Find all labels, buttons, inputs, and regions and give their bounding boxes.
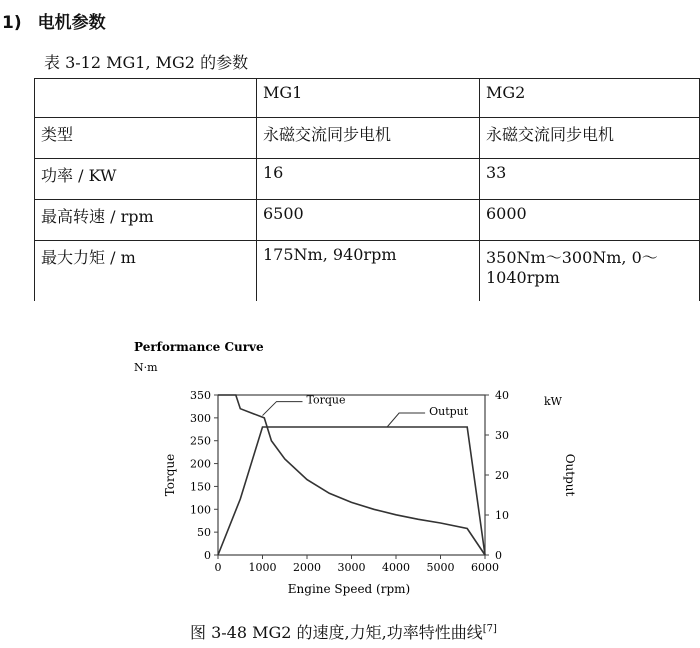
table-cell: 永磁交流同步电机	[480, 118, 700, 159]
series-line-output	[218, 427, 485, 555]
x-tick-label: 3000	[337, 561, 366, 574]
x-tick-label: 5000	[426, 561, 455, 574]
table-cell: 最大力矩 / m	[35, 241, 257, 302]
y-tick-label: 0	[204, 549, 211, 562]
series-line-torque	[218, 395, 485, 555]
table-row	[35, 241, 700, 302]
x-tick-label: 4000	[382, 561, 410, 574]
section-number: 1)	[2, 13, 22, 33]
y-tick-label: 50	[197, 526, 211, 540]
y-tick-label: 100	[190, 503, 211, 517]
series-label-torque: Torque	[306, 393, 346, 407]
y2-tick-label: 10	[495, 509, 509, 522]
y-tick-label: 250	[190, 434, 211, 448]
table-cell: 类型	[35, 118, 257, 159]
figure-caption-ref: [7]	[482, 623, 497, 635]
header-cell: MG1	[257, 79, 480, 118]
figure-caption	[190, 620, 497, 643]
table-cell: 永磁交流同步电机	[257, 118, 480, 159]
y-axis-unit: N·m	[134, 361, 158, 374]
table-cell: 350Nm～300Nm, 0～1040rpm	[480, 241, 700, 302]
table-cell: 6500	[257, 200, 480, 241]
x-axis-label: Engine Speed (rpm)	[287, 582, 411, 596]
table-row	[35, 118, 700, 159]
x-tick-label: 0	[214, 561, 222, 574]
header-cell: MG2	[480, 79, 700, 118]
series-label-output: Output	[429, 405, 469, 418]
y-tick-label: 200	[190, 457, 211, 471]
x-tick-label: 6000	[471, 561, 499, 574]
chart-title: Performance Curve	[134, 340, 264, 354]
table-row	[35, 159, 700, 200]
y-axis-label: Torque	[163, 453, 177, 497]
x-tick-label: 1000	[248, 561, 277, 574]
y-tick-label: 300	[190, 411, 211, 425]
output-leader-line	[387, 413, 425, 427]
plot-frame	[218, 395, 485, 555]
y2-tick-label: 40	[495, 389, 509, 402]
section-heading	[2, 8, 106, 33]
table-caption: 表 3-12 MG1, MG2 的参数	[44, 53, 249, 72]
header-cell	[35, 79, 257, 118]
table-cell: 功率 / KW	[35, 159, 257, 200]
torque-leader-line	[263, 402, 303, 416]
y-tick-label: 150	[190, 480, 211, 494]
table-row	[35, 200, 700, 241]
section-title: 电机参数	[37, 13, 106, 33]
table-cell: 6000	[480, 200, 700, 241]
x-tick-label: 2000	[293, 561, 321, 574]
y2-tick-label: 20	[495, 469, 509, 482]
y2-tick-label: 0	[495, 549, 502, 562]
y2-axis-unit: kW	[544, 395, 562, 408]
y2-tick-label: 30	[495, 429, 509, 442]
table-header-row	[35, 79, 700, 118]
figure-caption-text: 图 3-48 MG2 的速度,力矩,功率特性曲线	[190, 623, 483, 642]
table-cell: 175Nm, 940rpm	[257, 241, 480, 302]
table-cell: 16	[257, 159, 480, 200]
performance-curve-chart	[130, 335, 600, 605]
table-cell: 最高转速 / rpm	[35, 200, 257, 241]
y2-axis-label: Output	[563, 453, 577, 497]
y-tick-label: 350	[190, 389, 211, 402]
motor-parameter-table	[34, 78, 700, 301]
table-cell: 33	[480, 159, 700, 200]
